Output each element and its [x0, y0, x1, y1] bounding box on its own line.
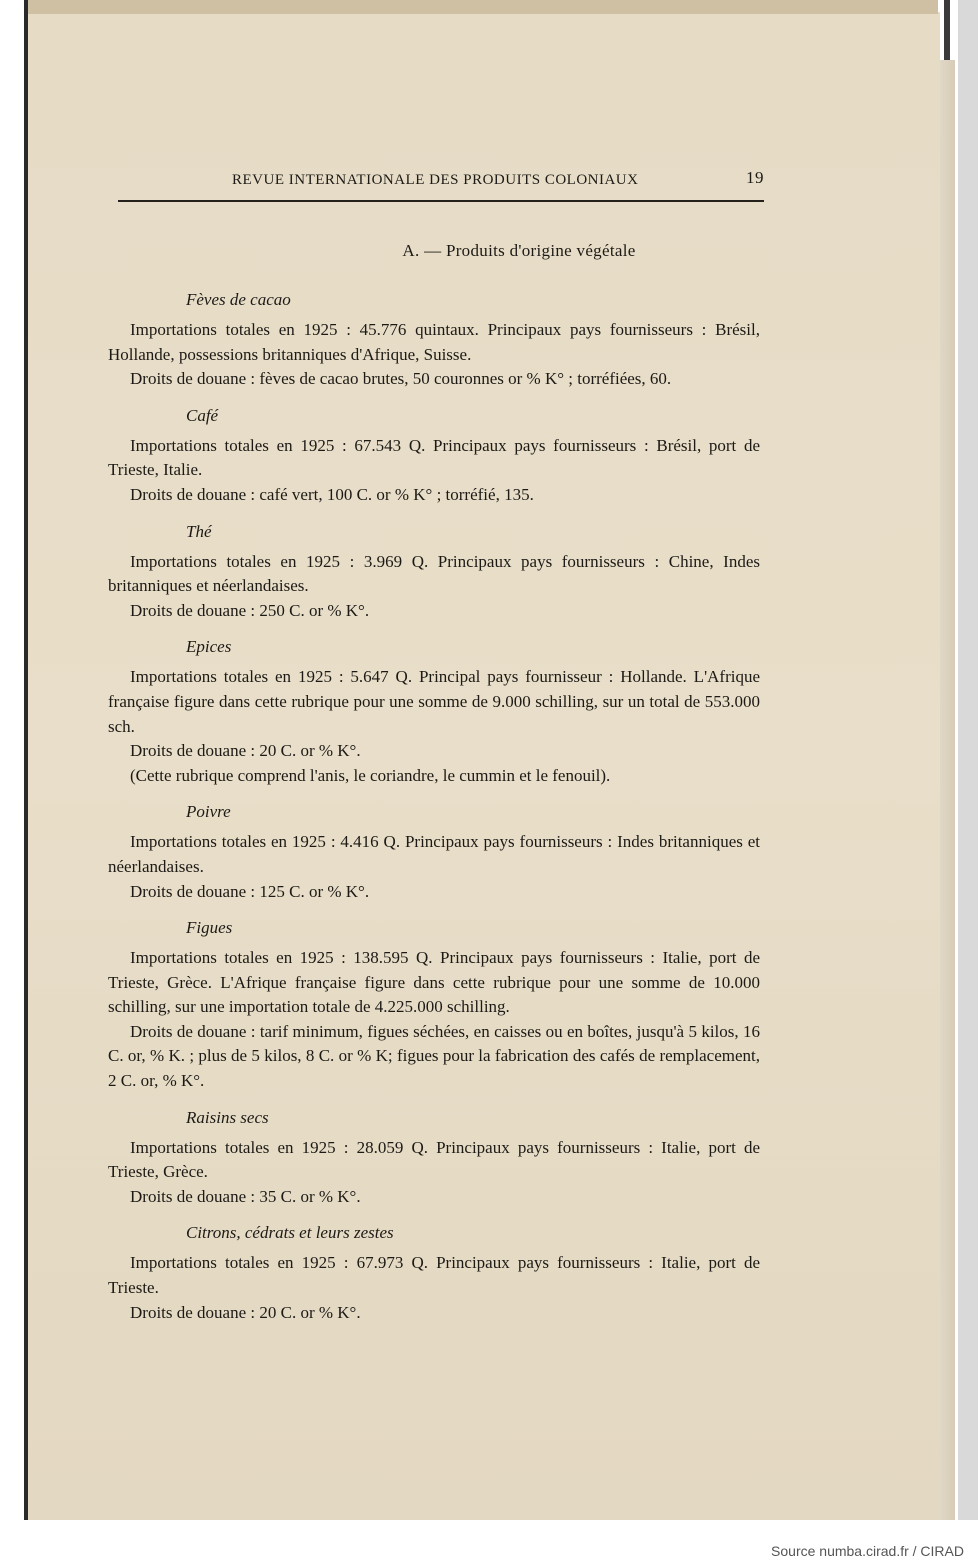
- top-page-edge: [28, 0, 938, 14]
- entry-paragraph: Droits de douane : café vert, 100 C. or % K° ; torréfié, 135.: [130, 484, 534, 504]
- section-title: A. — Produits d'origine végétale: [402, 241, 636, 260]
- entry-citrons: [108, 1221, 760, 1325]
- entry-paragraph: Droits de douane : 20 C. or % K°.: [130, 1302, 361, 1322]
- header-rule: [118, 200, 764, 202]
- entry-paragraph: Importations totales en 1925 : 67.543 Q. Principaux pays fournisseurs : Brésil, port de Trieste, Italie.: [108, 435, 760, 480]
- entry-cafe: [108, 404, 760, 508]
- entry-heading: Thé: [186, 521, 212, 541]
- entry-figues: [108, 916, 760, 1094]
- entry-paragraph: Droits de douane : 20 C. or % K°.: [130, 741, 361, 761]
- entry-paragraph: Droits de douane : tarif minimum, figues séchées, en caisses ou en boîtes, jusqu'à 5 kilos, 16 C. or, % K. ; plus de 5 kilos, 8 C. or % K; figues pour la fabrication des cafés de remplacement, 2 C. or, % K°.: [108, 1021, 760, 1091]
- article-body: [108, 288, 760, 1337]
- entry-paragraph: Importations totales en 1925 : 28.059 Q. Principaux pays fournisseurs : Italie, port de Trieste, Grèce.: [108, 1137, 760, 1182]
- running-head: [118, 168, 764, 192]
- entry-paragraph: Droits de douane : 35 C. or % K°.: [130, 1186, 361, 1206]
- page-number: 19: [746, 168, 764, 187]
- entry-paragraph: Importations totales en 1925 : 138.595 Q. Principaux pays fournisseurs : Italie, port de Trieste, Grèce. L'Afrique française figure dans cette rubrique pour une somme de 10.000 schilling, sur une importation totale de 4.225.000 schilling.: [108, 948, 760, 1017]
- entry-paragraph: (Cette rubrique comprend l'anis, le coriandre, le cummin et le fenouil).: [130, 765, 611, 785]
- entry-paragraph: Importations totales en 1925 : 4.416 Q. Principaux pays fournisseurs : Indes britanniques et néerlandaises.: [108, 832, 760, 876]
- entry-raisins: [108, 1106, 760, 1210]
- source-credit: Source numba.cirad.fr / CIRAD: [771, 1543, 964, 1559]
- entry-paragraph: Importations totales en 1925 : 3.969 Q. Principaux pays fournisseurs : Chine, Indes britanniques et néerlandaises.: [108, 551, 760, 596]
- entry-the: [108, 520, 760, 624]
- entry-paragraph: Droits de douane : fèves de cacao brutes, 50 couronnes or % K° ; torréfiées, 60.: [130, 369, 672, 389]
- right-background: [958, 0, 978, 1520]
- journal-title: REVUE INTERNATIONALE DES PRODUITS COLONIAUX: [232, 172, 639, 188]
- entry-heading: Epices: [186, 637, 232, 657]
- entry-heading: Citrons, cédrats et leurs zestes: [186, 1223, 394, 1243]
- left-book-edge: [24, 0, 28, 1520]
- entry-heading: Café: [186, 405, 219, 425]
- entry-heading: Figues: [186, 918, 233, 938]
- entry-paragraph: Importations totales en 1925 : 45.776 quintaux. Principaux pays fournisseurs : Brésil, Hollande, possessions britanniques d'Afrique, Suisse.: [108, 320, 760, 364]
- entry-paragraph: Importations totales en 1925 : 67.973 Q. Principaux pays fournisseurs : Italie, port de Trieste.: [108, 1253, 760, 1298]
- entry-paragraph: Droits de douane : 125 C. or % K°.: [130, 881, 370, 901]
- entry-heading: Fèves de cacao: [186, 290, 291, 309]
- entry-epices: [108, 635, 760, 788]
- entry-poivre: [108, 800, 760, 904]
- entry-heading: Raisins secs: [186, 1107, 269, 1127]
- entry-heading: Poivre: [186, 802, 231, 822]
- entry-cacao: [108, 288, 760, 392]
- left-margin: [0, 0, 24, 1520]
- entry-paragraph: Droits de douane : 250 C. or % K°.: [130, 600, 370, 620]
- entry-paragraph: Importations totales en 1925 : 5.647 Q. Principal pays fournisseur : Hollande. L'Afrique française figure dans cette rubrique pour une somme de 9.000 schilling, sur un total de 553.000 sch.: [108, 667, 760, 736]
